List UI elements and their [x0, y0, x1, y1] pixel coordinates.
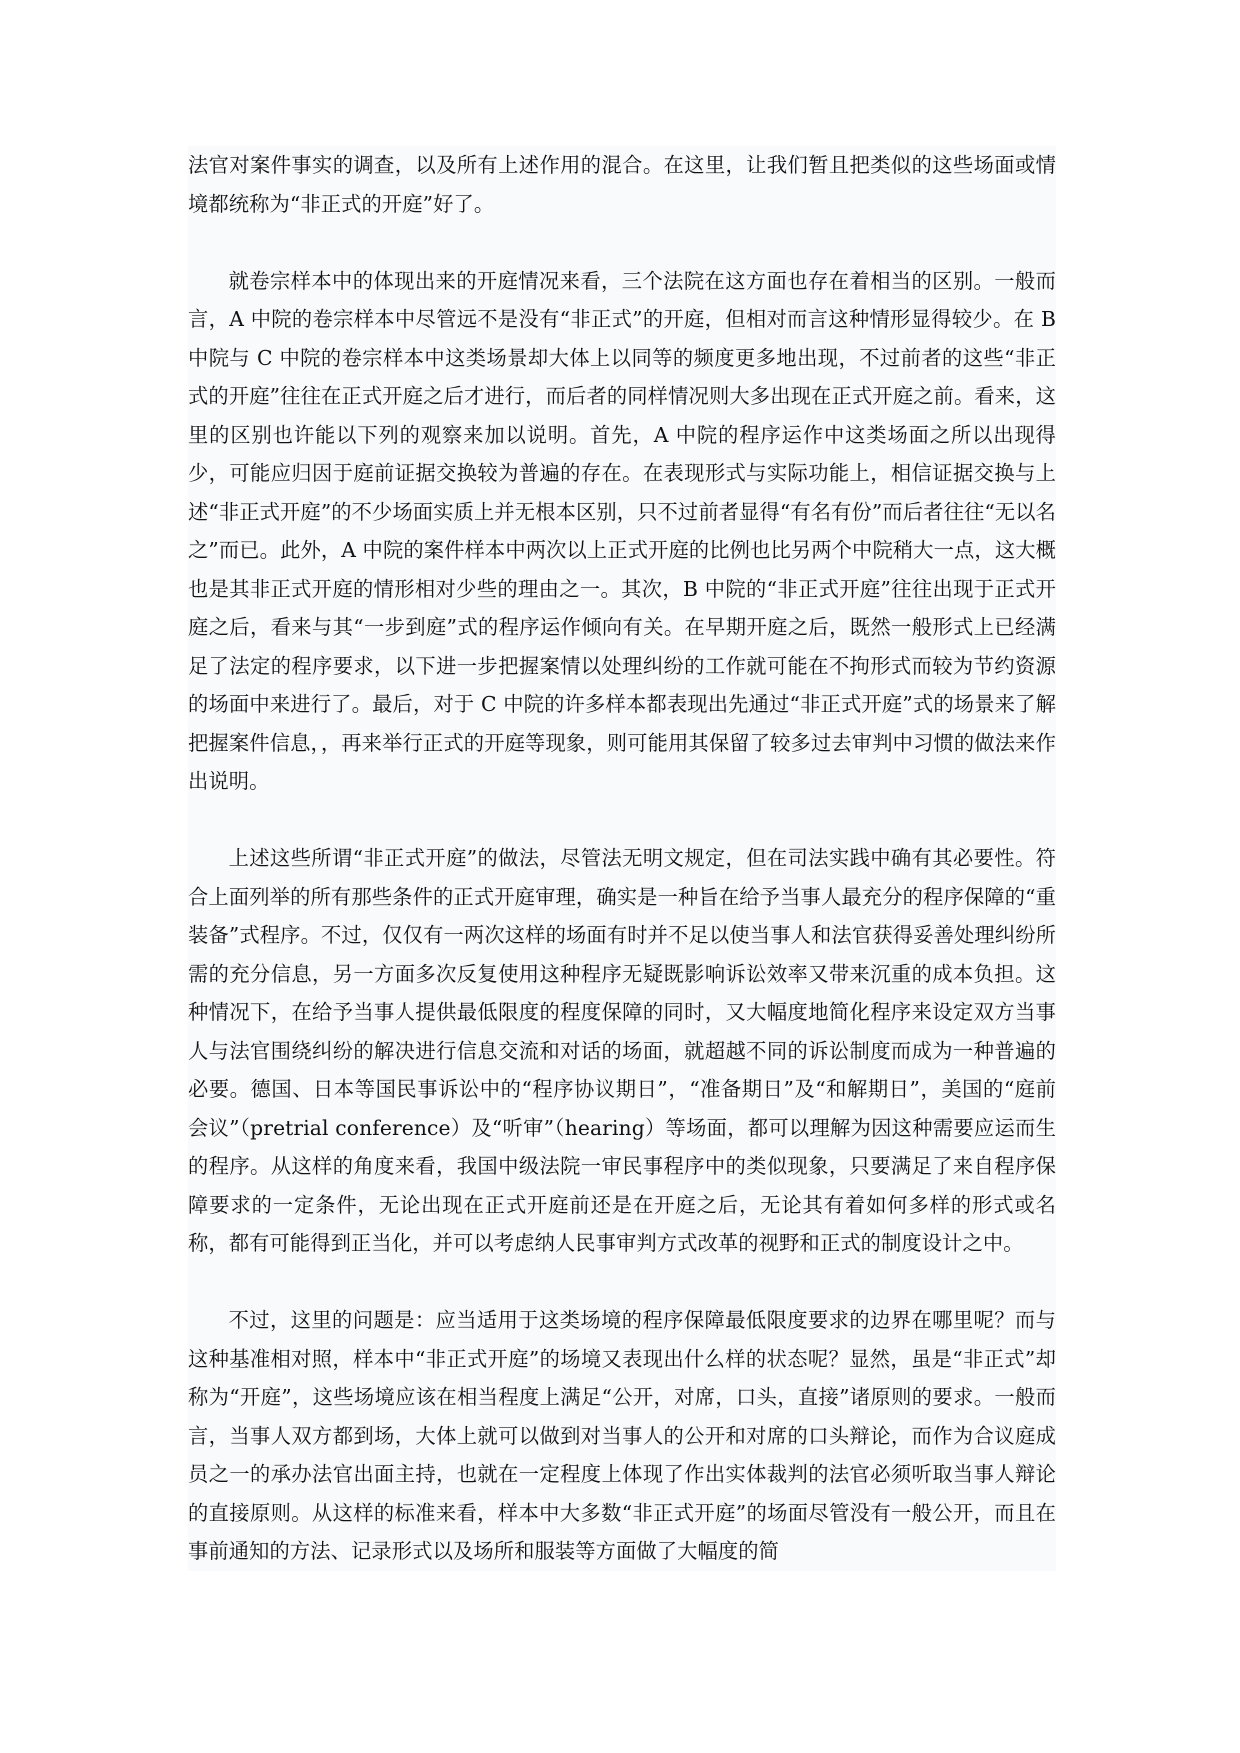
paragraph-gap [188, 223, 1056, 262]
paragraph-4: 不过，这里的问题是：应当适用于这类场境的程序保障最低限度要求的边界在哪里呢？而与这种基准相对照，样本中“非正式开庭”的场境又表现出什么样的状态呢？显然，虽是“非正式”却称为“开庭”，这些场境应该在相当程度上满足“公开，对席，口头，直接”诸原则的要求。一般而言，当事人双方都到场，大体上就可以做到对当事人的公开和对席的口头辩论，而作为合议庭成员之一的承办法官出面主持，也就在一定程度上体现了作出实体裁判的法官必须听取当事人辩论的直接原则。从这样的标准来看，样本中大多数“非正式开庭”的场面尽管没有一般公开，而且在事前通知的方法、记录形式以及场所和服装等方面做了大幅度的简 [188, 1308, 1056, 1563]
body-text [188, 146, 1056, 1571]
paragraph-3: 上述这些所谓“非正式开庭”的做法，尽管法无明文规定，但在司法实践中确有其必要性。符合上面列举的所有那些条件的正式开庭审理，确实是一种旨在给予当事人最充分的程序保障的“重装备”式程序。不过，仅仅有一两次这样的场面有时并不足以使当事人和法官获得妥善处理纠纷所需的充分信息，另一方面多次反复使用这种程序无疑既影响诉讼效率又带来沉重的成本负担。这种情况下，在给予当事人提供最低限度的程度保障的同时，又大幅度地简化程序来设定双方当事人与法官围绕纠纷的解决进行信息交流和对话的场面，就超越不同的诉讼制度而成为一种普遍的必要。德国、日本等国民事诉讼中的“程序协议期日”，“准备期日”及“和解期日”，美国的“庭前会议”（pretrial conference）及“听审”（hearing）等场面，都可以理解为因这种需要应运而生的程序。从这样的角度来看，我国中级法院一审民事程序中的类似现象，只要满足了来自程序保障要求的一定条件，无论出现在正式开庭前还是在开庭之后，无论其有着如何多样的形式或名称，都有可能得到正当化，并可以考虑纳人民事审判方式改革的视野和正式的制度设计之中。 [188, 846, 1056, 1255]
paragraph-2: 就卷宗样本中的体现出来的开庭情况来看，三个法院在这方面也存在着相当的区别。一般而言，A 中院的卷宗样本中尽管远不是没有“非正式”的开庭，但相对而言这种情形显得较少。在 B 中院与 C 中院的卷宗样本中这类场景却大体上以同等的频度更多地出现，不过前者的这些“非正式的开庭”往往在正式开庭之后才进行，而后者的同样情况则大多出现在正式开庭之前。看来，这里的区别也许能以下列的观察来加以说明。首先，A 中院的程序运作中这类场面之所以出现得少，可能应归因于庭前证据交换较为普遍的存在。在表现形式与实际功能上，相信证据交换与上述“非正式开庭”的不少场面实质上并无根本区别，只不过前者显得“有名有份”而后者往往“无以名之”而已。此外，A 中院的案件样本中两次以上正式开庭的比例也比另两个中院稍大一点，这大概也是其非正式开庭的情形相对少些的理由之一。其次，B 中院的“非正式开庭”往往出现于正式开庭之后，看来与其“一步到庭”式的程序运作倾向有关。在早期开庭之后，既然一般形式上已经满足了法定的程序要求，以下进一步把握案情以处理纠纷的工作就可能在不拘形式而较为节约资源的场面中来进行了。最后，对于 C 中院的许多样本都表现出先通过“非正式开庭”式的场景来了解把握案件信息，，再来举行正式的开庭等现象，则可能用其保留了较多过去审判中习惯的做法来作出说明。 [188, 268, 1056, 793]
paragraph-gap [188, 1263, 1056, 1302]
paragraph-1: 法官对案件事实的调查，以及所有上述作用的混合。在这里，让我们暂且把类似的这些场面或情境都统称为“非正式的开庭”好了。 [188, 153, 1056, 216]
paragraph-gap [188, 801, 1056, 840]
